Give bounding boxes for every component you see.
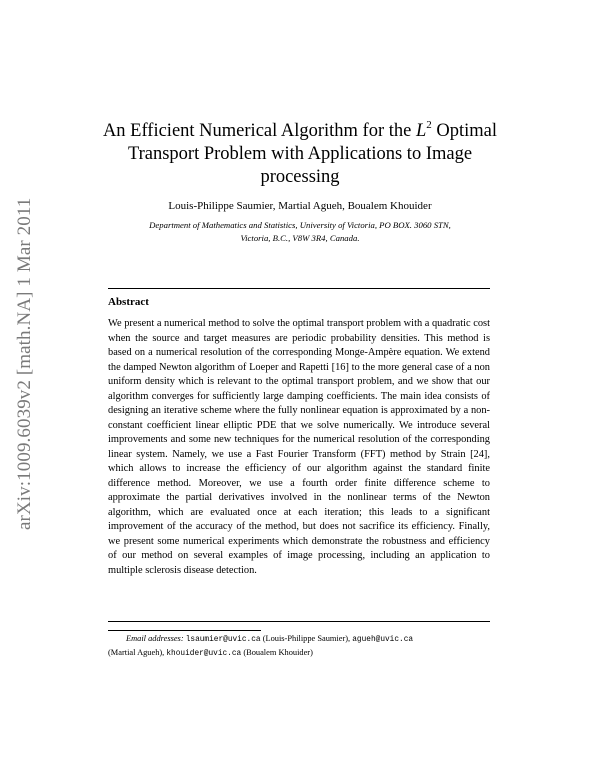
email-owner-khouider: (Boualem Khouider) [243, 647, 313, 657]
paper-title [100, 120, 500, 189]
footnote [108, 633, 490, 660]
title-part-2: Optimal Transport Problem with Applications to Image processing [127, 121, 498, 187]
authors: Louis-Philippe Saumier, Martial Agueh, Boualem Khouider [168, 200, 432, 212]
abstract-bottom-rule [108, 621, 490, 622]
email-label: Email addresses: [126, 634, 184, 643]
email-link-saumier[interactable]: lsaumier@uvic.ca [185, 636, 261, 644]
affiliation [105, 219, 495, 245]
abstract-body: We present a numerical method to solve the optimal transport problem with a quadratic cost when the source and target measures are periodic probability densities. This method is based on a numerical resolution of the corresponding Monge-Ampère equation. We extend the damped Newton algorithm of Loeper and Rapetti [16] to the more general case of a non uniform density which is relevant to the optimal transport problem, and we show that our algorithm converges for sufficiently large damping coefficients. The main idea consists of designing an iterative scheme where the fully nonlinear equation is approximated by a non-constant coefficient linear elliptic PDE that we solve numerically. We introduce several improvements and some new techniques for the numerical resolution of the corresponding linear system. Namely, we use a Fast Fourier Transform (FFT) method by Strain [24], which allows to increase the efficiency of our algorithm against the standard finite difference method. Moreover, we use a fourth order finite difference scheme to approximate the partial derivatives involved in the nonlinear terms of the Newton algorithm, which are evaluated once at each iteration; this leads to a significant improvement of the accuracy of the method, but does not sacrifice its efficiency. Finally, we present some numerical experiments which demonstrate the robustness and efficiency of our method on several examples of image processing, including an application to multiple sclerosis disease detection. [108, 318, 490, 576]
affiliation-line-1: Department of Mathematics and Statistics, University of Victoria, PO BOX. 3060 STN, [149, 220, 451, 230]
title-part-1: An Efficient Numerical Algorithm for the [102, 121, 416, 141]
email-link-khouider[interactable]: khouider@uvic.ca [166, 649, 242, 658]
title-l-symbol: L [415, 121, 427, 141]
abstract-top-rule [108, 288, 490, 289]
footnote-line-1 [108, 633, 490, 647]
title-superscript: 2 [426, 119, 432, 131]
footnote-rule [108, 630, 261, 631]
email-owner-saumier: (Louis-Philippe Saumier), [262, 634, 351, 643]
footnote-line-2 [108, 647, 490, 661]
email-owner-agueh: (Martial Agueh), [108, 647, 165, 657]
email-link-agueh[interactable]: agueh@uvic.ca [352, 636, 414, 644]
arxiv-stamp: arXiv:1009.6039v2 [math.NA] 1 Mar 2011 [14, 197, 35, 530]
abstract-heading: Abstract [108, 296, 149, 308]
affiliation-line-2: Victoria, B.C., V8W 3R4, Canada. [240, 233, 360, 243]
